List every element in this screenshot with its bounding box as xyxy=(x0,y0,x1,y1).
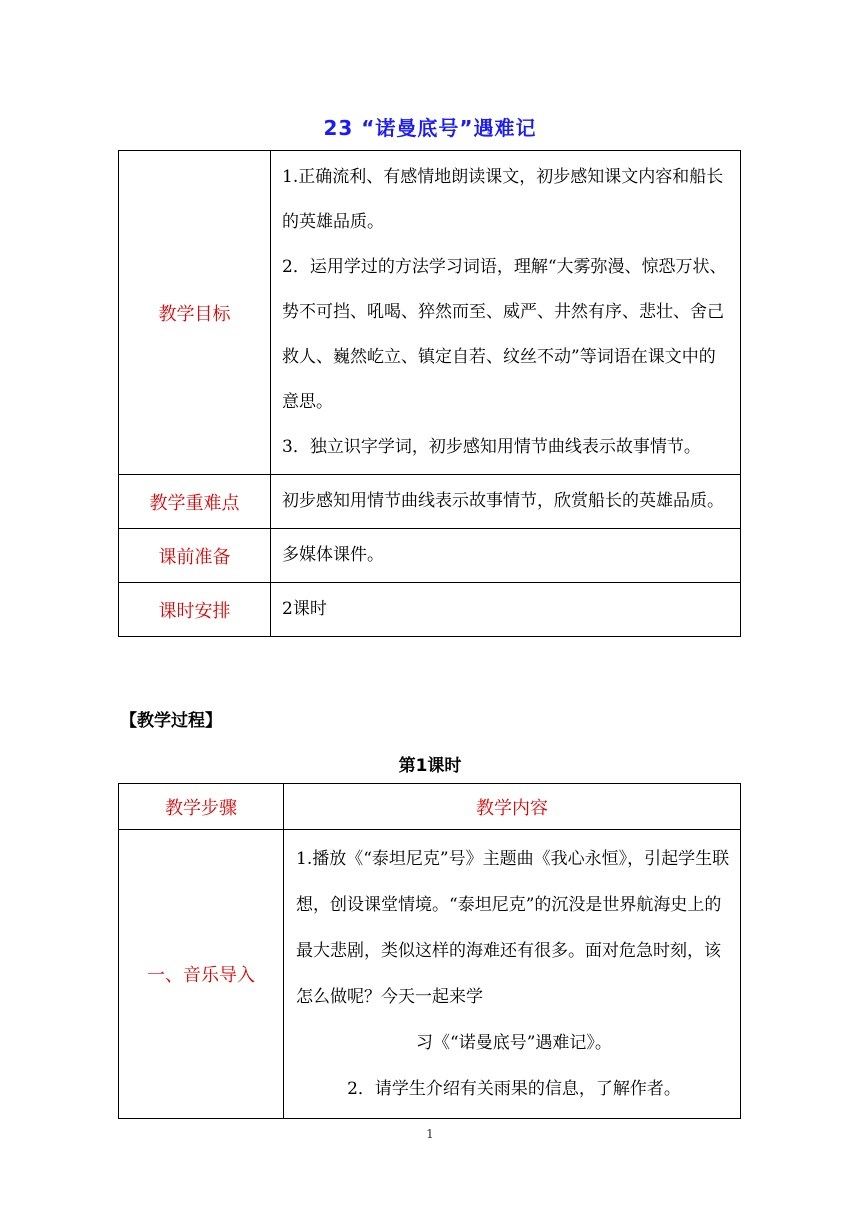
process-heading: 【教学过程】 xyxy=(120,711,222,731)
preparation-label: 课前准备 xyxy=(119,529,271,583)
preparation-content: 多媒体课件。 xyxy=(271,529,741,583)
step-paragraph-end: 习《“诺曼底号”遇难记》。 xyxy=(416,1033,612,1053)
goals-label: 教学目标 xyxy=(119,151,271,475)
lesson-title: 23 “诺曼底号”遇难记 xyxy=(323,116,537,140)
page-number: 1 xyxy=(426,1127,434,1141)
table-row xyxy=(119,529,741,583)
column-header-step: 教学步骤 xyxy=(119,784,284,830)
table-header-row xyxy=(119,784,741,830)
lesson-heading: 第1课时 xyxy=(398,756,462,776)
table-row xyxy=(119,151,741,475)
step-paragraph: 1.播放《“泰坦尼克”号》主题曲《我心永恒》，引起学生联想，创设课堂情境。“泰坦尼克”的沉没是世界航海史上的最大悲剧，类似这样的海难还有很多。面对危急时刻，该怎么做呢？今天一起来学 xyxy=(296,849,730,1007)
goal-item: 3．独立识字学词，初步感知用情节曲线表示故事情节。 xyxy=(282,437,701,457)
table-row xyxy=(119,475,741,529)
table-row xyxy=(119,830,741,1119)
column-header-content: 教学内容 xyxy=(284,784,741,830)
step-content xyxy=(284,830,741,1119)
lesson-info-table xyxy=(118,150,741,637)
table-row xyxy=(119,583,741,637)
schedule-content: 2课时 xyxy=(271,583,741,637)
step-paragraph: 2．请学生介绍有关雨果的信息，了解作者。 xyxy=(347,1079,681,1099)
schedule-label: 课时安排 xyxy=(119,583,271,637)
goal-item: 2．运用学过的方法学习词语，理解“大雾弥漫、惊恐万状、势不可挡、吼喝、猝然而至、威严、井然有序、悲壮、舍己救人、巍然屹立、镇定自若、纹丝不动”等词语在课文中的意思。 xyxy=(282,257,727,412)
goal-item: 1.正确流利、有感情地朗读课文，初步感知课文内容和船长的英雄品质。 xyxy=(282,167,724,232)
goals-content xyxy=(271,151,741,475)
process-table xyxy=(118,783,741,1119)
key-points-content: 初步感知用情节曲线表示故事情节，欣赏船长的英雄品质。 xyxy=(271,475,741,529)
step-label: 一、音乐导入 xyxy=(119,830,284,1119)
key-points-label: 教学重难点 xyxy=(119,475,271,529)
